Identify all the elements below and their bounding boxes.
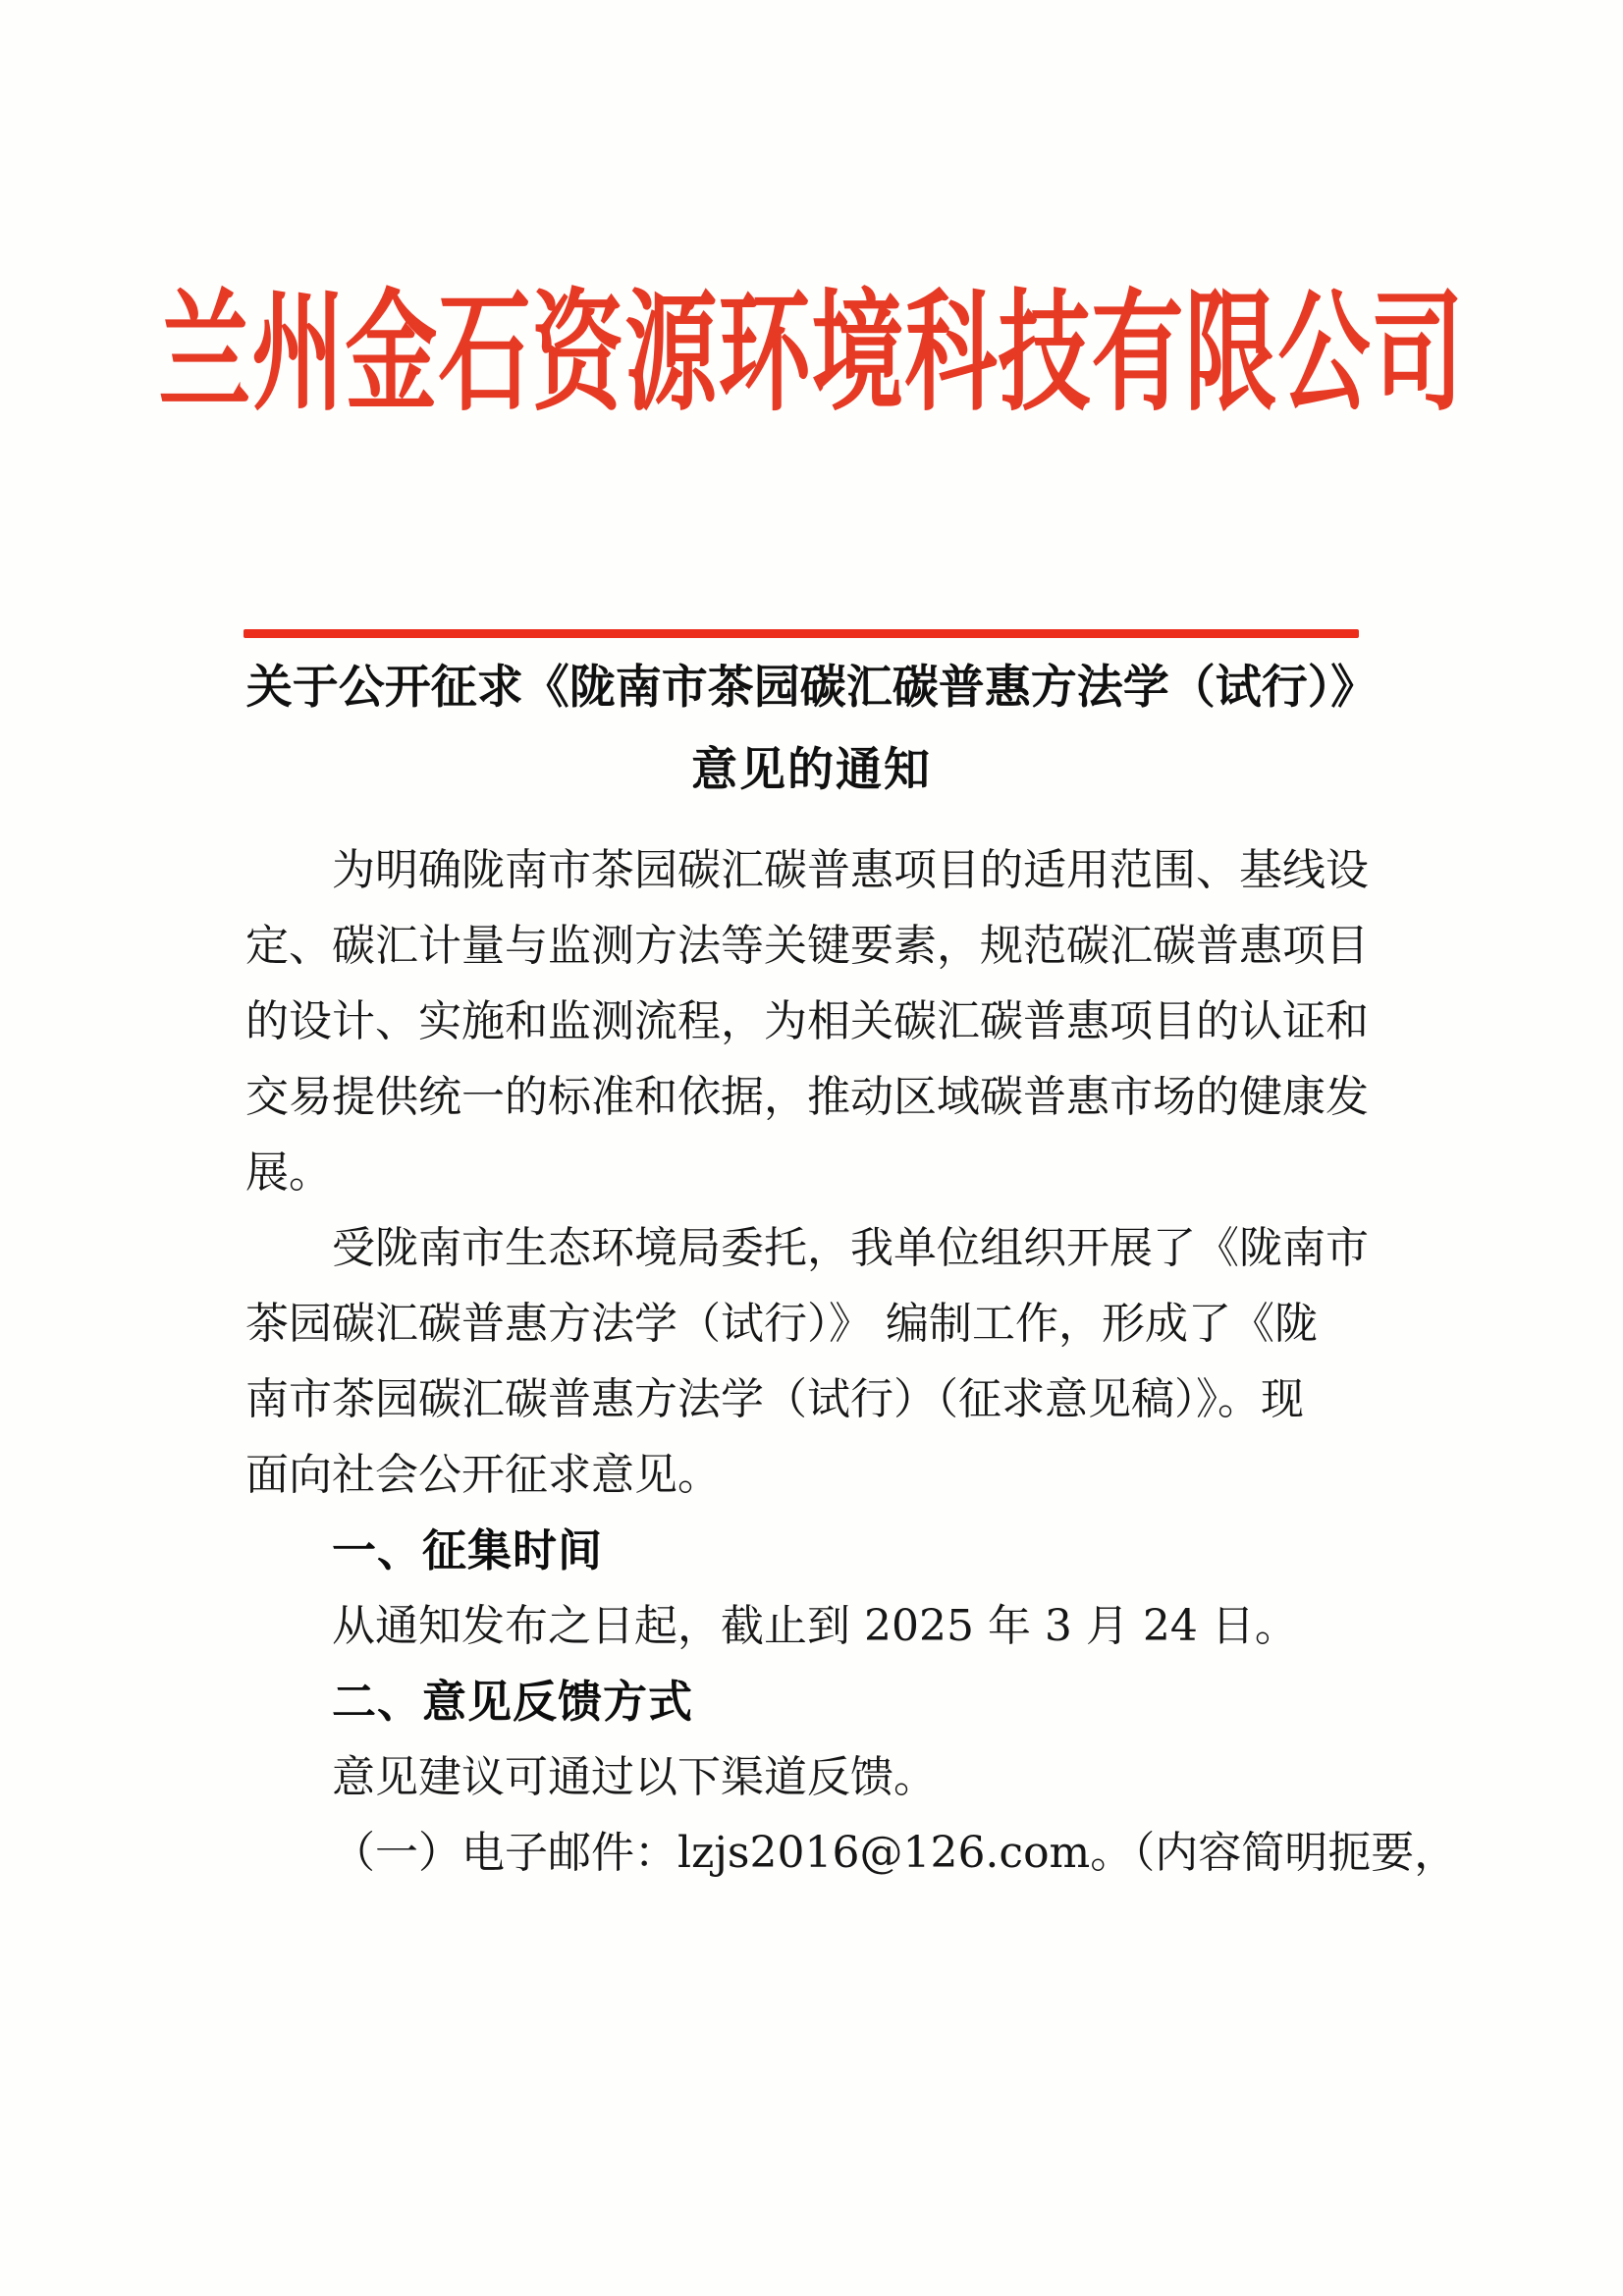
para-1-line-3: 的设计、实施和监测流程，为相关碳汇碳普惠项目的认证和: [245, 996, 1369, 1046]
para-1-line-4: 交易提供统一的标准和依据，推动区域碳普惠市场的健康发: [245, 1072, 1369, 1122]
document-title-line-1: 关于公开征求《陇南市茶园碳汇碳普惠方法学（试行）》: [245, 661, 1378, 715]
para-1-line-2: 定、碳汇计量与监测方法等关键要素，规范碳汇碳普惠项目: [245, 921, 1369, 971]
document-title-line-2: 意见的通知: [691, 743, 932, 797]
section-2-heading: 二、意见反馈方式: [332, 1676, 694, 1728]
deadline-line: 从通知发布之日起，截止到 2025 年 3 月 24 日。: [332, 1601, 1298, 1651]
para-2-line-2: 茶园碳汇碳普惠方法学（试行）》 编制工作，形成了《陇: [245, 1299, 1318, 1349]
para-2-line-4: 面向社会公开征求意见。: [245, 1450, 721, 1500]
company-letterhead: 兰州金石资源环境科技有限公司: [158, 276, 1465, 431]
section-1-heading: 一、征集时间: [332, 1524, 604, 1576]
para-1-line-1: 为明确陇南市茶园碳汇碳普惠项目的适用范围、基线设: [332, 845, 1369, 895]
red-divider-line: [243, 629, 1359, 638]
email-contact-line: （一）电子邮件：lzjs2016@126.com。（内容简明扼要，: [332, 1828, 1458, 1878]
document-body: [245, 832, 1458, 1891]
para-2-line-3: 南市茶园碳汇碳普惠方法学（试行）（征求意见稿）》。现: [245, 1374, 1304, 1424]
feedback-intro-line: 意见建议可通过以下渠道反馈。: [332, 1752, 937, 1802]
para-2-line-1: 受陇南市生态环境局委托，我单位组织开展了《陇南市: [332, 1223, 1369, 1273]
para-1-line-5: 展。: [245, 1148, 332, 1198]
document-title: [0, 660, 1623, 795]
